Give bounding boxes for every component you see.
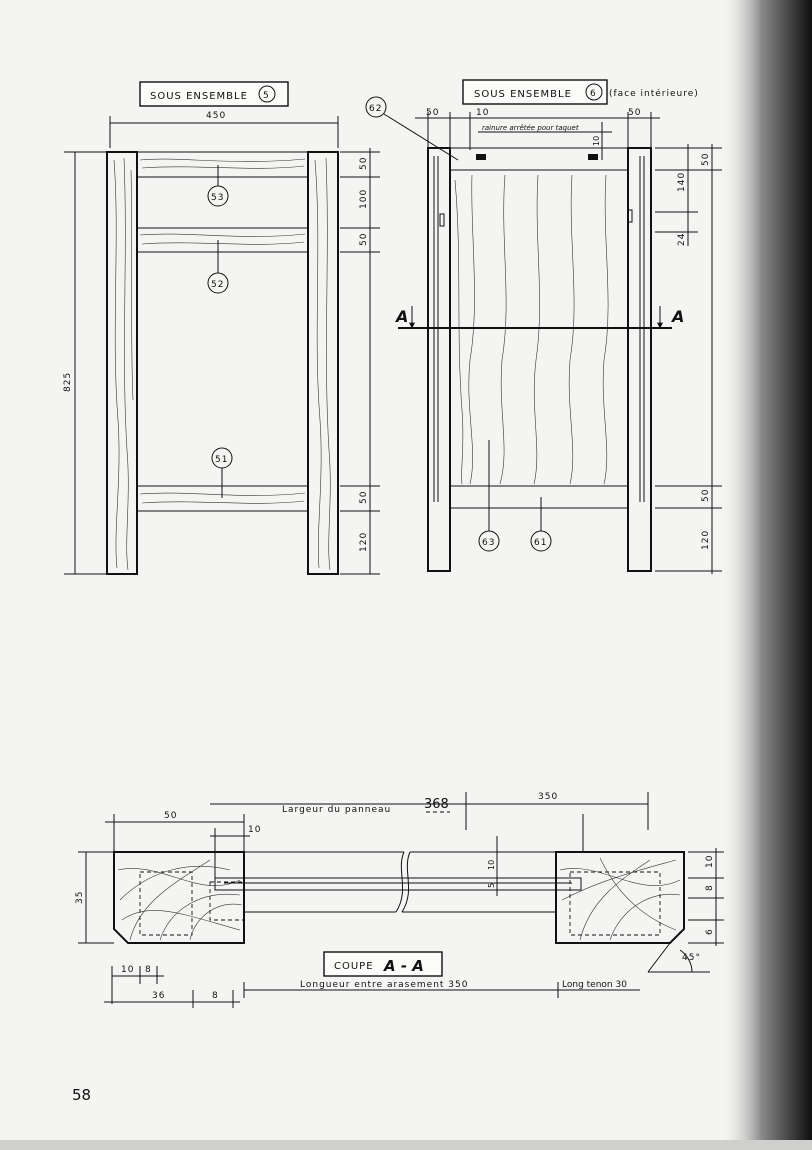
dims-mid-coupe xyxy=(487,836,497,896)
title-coupe-mark: A - A xyxy=(384,957,424,975)
title-sub6: SOUS ENSEMBLE xyxy=(474,89,572,100)
stile-left-section xyxy=(114,852,244,943)
svg-text:8: 8 xyxy=(705,884,715,891)
book-spine-shadow xyxy=(720,0,812,1150)
dim-height-value: 825 xyxy=(63,371,73,392)
svg-text:50: 50 xyxy=(164,811,178,821)
svg-text:8: 8 xyxy=(145,965,152,975)
dims-top-sub6 xyxy=(415,108,660,160)
arasement-label: Longueur entre arasement 350 xyxy=(300,980,469,990)
subtitle-sub6: (face intérieure) xyxy=(609,89,699,99)
frame-sub5 xyxy=(107,152,338,574)
svg-text:50: 50 xyxy=(701,488,711,502)
section-mark-left: A xyxy=(396,307,409,326)
svg-text:8: 8 xyxy=(212,991,219,1001)
svg-text:51: 51 xyxy=(215,455,229,465)
svg-text:5: 5 xyxy=(487,882,496,888)
svg-text:10: 10 xyxy=(592,135,601,146)
svg-text:10: 10 xyxy=(487,859,496,870)
svg-text:50: 50 xyxy=(701,152,711,166)
dim-height-sub5 xyxy=(63,152,106,574)
svg-text:36: 36 xyxy=(152,991,166,1001)
svg-text:50: 50 xyxy=(359,232,369,246)
dims-right-sub5 xyxy=(340,148,380,574)
svg-text:10: 10 xyxy=(476,108,490,118)
dims-top-coupe xyxy=(105,792,648,878)
dims-right-coupe xyxy=(688,848,724,946)
svg-text:120: 120 xyxy=(359,531,369,552)
callout-53 xyxy=(208,165,228,206)
panel-section xyxy=(215,852,581,912)
title-coupe: COUPE xyxy=(334,961,374,972)
svg-text:53: 53 xyxy=(211,193,225,203)
svg-text:10: 10 xyxy=(705,854,715,868)
svg-text:63: 63 xyxy=(482,538,496,548)
callout-51 xyxy=(212,448,232,498)
dim-width-sub5 xyxy=(110,111,338,148)
title-box-coupe xyxy=(324,952,442,976)
svg-text:50: 50 xyxy=(628,108,642,118)
dims-right-sub6 xyxy=(655,144,722,574)
callout-61 xyxy=(531,497,551,551)
title-box-sub6 xyxy=(463,80,699,104)
stile-right-section xyxy=(556,852,684,943)
title-sub6-number: 6 xyxy=(590,89,597,99)
svg-text:52: 52 xyxy=(211,280,225,290)
callout-52 xyxy=(208,240,228,293)
svg-text:140: 140 xyxy=(677,171,687,192)
callout-62 xyxy=(366,97,458,160)
svg-text:6: 6 xyxy=(705,928,715,935)
svg-text:50: 50 xyxy=(359,490,369,504)
svg-text:61: 61 xyxy=(534,538,548,548)
svg-text:120: 120 xyxy=(701,529,711,550)
section-mark-right: A xyxy=(672,307,685,326)
groove-note: rainure arrêtée pour taquet xyxy=(482,124,579,132)
svg-text:50: 50 xyxy=(359,156,369,170)
panel-width-value: 368 xyxy=(424,797,449,812)
svg-text:35: 35 xyxy=(75,890,85,904)
dim-width-value: 450 xyxy=(206,111,227,121)
svg-text:100: 100 xyxy=(359,188,369,209)
frame-sub6 xyxy=(428,148,651,571)
page-bottom-edge xyxy=(0,1140,812,1150)
svg-text:10: 10 xyxy=(248,825,262,835)
callout-63 xyxy=(479,440,499,551)
svg-text:350: 350 xyxy=(538,792,559,802)
title-sub5: SOUS ENSEMBLE xyxy=(150,91,248,102)
svg-text:62: 62 xyxy=(369,104,383,114)
view-sous-ensemble-6 xyxy=(366,80,722,574)
dim-height-coupe xyxy=(75,852,114,943)
tenon-label: Long tenon 30 xyxy=(562,980,627,990)
svg-text:10: 10 xyxy=(121,965,135,975)
svg-text:50: 50 xyxy=(426,108,440,118)
panel-width-label: Largeur du panneau xyxy=(282,805,392,815)
view-coupe-a-a xyxy=(75,792,724,1008)
page-number: 58 xyxy=(72,1086,92,1104)
svg-text:24: 24 xyxy=(677,232,687,246)
title-box-sub5 xyxy=(140,82,288,106)
view-sous-ensemble-5 xyxy=(63,82,383,574)
title-sub5-number: 5 xyxy=(263,91,270,101)
svg-text:45°: 45° xyxy=(682,953,701,963)
angle-45 xyxy=(648,943,710,972)
